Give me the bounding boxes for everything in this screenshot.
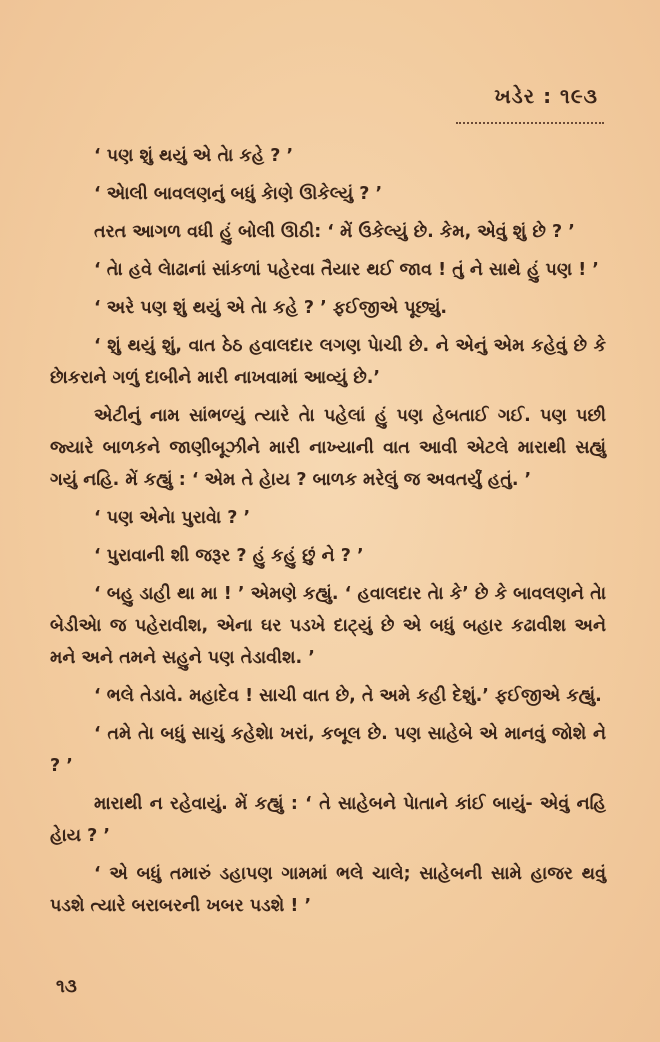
paragraph: ‘ તેા હવે લેાઢાનાં સાંકળાં પહેરવા તૈયાર થઈ જાવ ! તું ને સાથે હું પણ ! ’ (94, 260, 599, 280)
page-body-text (50, 140, 606, 928)
paragraph: ‘ પણ એનેા પુરાવેા ? ’ (94, 508, 251, 528)
signature-mark: ૧૩ (56, 976, 77, 997)
paragraph: ‘ શું થયું શું, વાત ઠેઠ હવાલદાર લગણ પેાચી છે. ને એનું એમ કહેવું છે કે છેાકરાને ગળું દાબીને મારી નાખવામાં આવ્યું છે.’ (50, 336, 606, 388)
paragraph: ‘ તમે તેા બધું સાચું કહેશેા ખરાં, કબૂલ છે. પણ સાહેબે એ માનવું જોશે ને ? ’ (50, 724, 606, 776)
paragraph: ‘ એાલી બાવલણનું બધું કેાણે ઊકેલ્યું ? ’ (94, 184, 383, 204)
paragraph: ‘ ભલે તેડાવે. મહાદેવ ! સાચી વાત છે, તે અમે કહી દેશું.’ ફઈજીએ કહ્યું. (94, 686, 602, 706)
paragraph: તરત આગળ વધી હું બોલી ઊઠી: ‘ મેં ઉકેલ્યું છે. કેમ, એવું શું છે ? ’ (94, 222, 575, 242)
paragraph: ‘ પણ શું થયું એ તેા કહે ? ’ (94, 146, 294, 166)
paragraph: એટીનું નામ સાંભળ્યું ત્યારે તેા પહેલાં હું પણ હેબતાઈ ગઈ. પણ પછી જ્યારે બાળકને જાણીબૂઝીને મારી નાખ્યાની વાત આવી એટલે મારાથી સહ્યું ગયું નહિ. મેં કહ્યું : ‘ એમ તે હેાય ? બાળક મરેલું જ અવતર્યું હતું. ’ (50, 406, 606, 490)
paragraph: ‘ પુરાવાની શી જરૂર ? હું કહું છું ને ? ’ (94, 546, 364, 566)
paragraph: ‘ બહુ ડાહી થા મા ! ’ એમણે કહ્યું. ‘ હવાલદાર તેા કે’ છે કે બાવલણને તેા બેડીએા જ પહેરાવીશ, એના ઘર પડખે દાટ્યું છે એ બધું બહાર કઢાવીશ અને મને અને તમને સહુને પણ તેડાવીશ. ’ (50, 584, 606, 668)
header-underline (456, 118, 604, 124)
paragraph: મારાથી ન રહેવાયું. મેં કહ્યું : ‘ તે સાહેબને પેાતાને કાંઈ બાયું- એવું નહિ હેાય ? ’ (50, 794, 606, 846)
paragraph: ‘ અરે પણ શું થયું એ તેા કહે ? ’ ફઈજીએ પૂછ્યું. (94, 298, 448, 318)
running-header: ખડેર : ૧૯૩ (494, 84, 598, 108)
paragraph: ‘ એ બધું તમારું ડહાપણ ગામમાં ભલે ચાલે; સાહેબની સામે હાજર થવું પડશે ત્યારે બરાબરની ખબર પડશે ! ’ (50, 864, 606, 916)
